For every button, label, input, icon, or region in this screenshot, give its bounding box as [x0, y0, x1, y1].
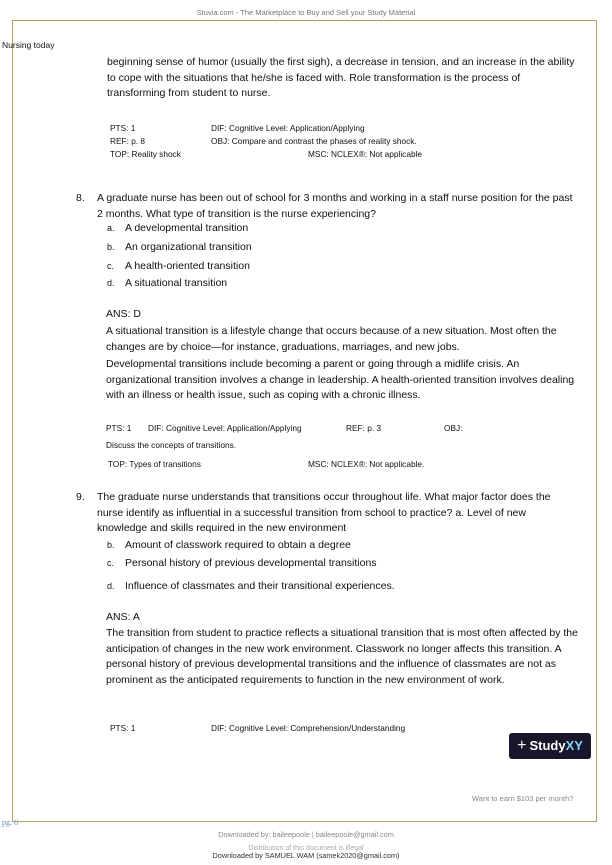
site-header[interactable]: Stuvia.com - The Marketplace to Buy and Sell your Study Material	[196, 8, 416, 17]
earn-promo[interactable]: Want to earn $103 per month?	[472, 794, 574, 803]
download-notice-1: Downloaded by: baileepoole | baileepoole@gmail.com	[218, 830, 394, 839]
q8-rationale-2: Developmental transitions include becoming a parent or going through a midlife crisis. An organizational transition involves a change in leadership. A health-oriented transition involves dealing with an illness or health issue, such as coping with a chronic illness.	[106, 358, 575, 401]
q8-number: 8.	[76, 192, 85, 204]
meta1-msc: MSC: NCLEX®: Not applicable	[308, 149, 423, 159]
option-text: Amount of classwork required to obtain a degree	[125, 539, 351, 551]
q8-top: TOP: Types of transitions	[108, 459, 201, 469]
meta1-dif: DIF: Cognitive Level: Application/Applying	[211, 123, 365, 133]
distribution-notice: Distribution of this document is illegal	[248, 845, 364, 852]
q8-stem: A graduate nurse has been out of school for 3 months and working in a staff nurse position for the past 2 months. What type of transition is the nurse experiencing?	[97, 192, 573, 220]
logo-study: Study	[529, 738, 566, 753]
option	[107, 259, 252, 274]
q8-answer: ANS: D	[106, 308, 142, 320]
option	[107, 556, 395, 571]
intro-paragraph: beginning sense of humor (usually the first sigh), a decrease in tension, and an increase in the ability to cope with the situations that he/she is faced with. Role transformation is the process of transforming from student to nurse.	[107, 56, 575, 99]
meta1-top: TOP: Reality shock	[110, 149, 181, 159]
page-number: pg. 6	[2, 818, 18, 827]
option	[107, 579, 395, 594]
q9-pts: PTS: 1	[110, 723, 136, 733]
option-letter: a.	[107, 223, 115, 233]
q8-ref: REF: p. 3	[346, 423, 382, 433]
q8-pts: PTS: 1	[106, 423, 132, 433]
option-text: A situational transition	[125, 277, 228, 289]
q9-number: 9.	[76, 491, 85, 503]
option-text: A developmental transition	[125, 222, 249, 234]
q8-obj: OBJ:	[444, 423, 463, 433]
q9-rationale: The transition from student to practice reflects a situational transition that is most often affected by the anticipation of changes in the new work environment. Classwork no longer affects this transition. A personal history of previous developmental transitions and the influence of classmates are not as prominent as the anticipated requirements to function in the new environment of work.	[106, 627, 578, 686]
running-head: Nursing today	[2, 40, 55, 50]
option-letter: b.	[107, 242, 115, 252]
option	[107, 276, 252, 291]
q8-options	[107, 221, 252, 291]
option-letter: c.	[107, 558, 115, 568]
studyxy-logo[interactable]	[509, 733, 591, 759]
option-letter: c.	[107, 261, 115, 271]
q9-options	[107, 538, 395, 594]
option	[107, 221, 252, 236]
option-letter: d.	[107, 581, 115, 591]
option	[107, 240, 252, 255]
option-text: Influence of classmates and their transitional experiences.	[125, 580, 395, 592]
logo-xy: XY	[565, 738, 583, 753]
download-notice-2: Downloaded by SAMUEL WAM (samek2020@gmail.com)	[212, 851, 400, 860]
q9-answer: ANS: A	[106, 611, 140, 623]
option-letter: d.	[107, 278, 115, 288]
option-text: Personal history of previous developmental transitions	[125, 557, 377, 569]
q9-dif: DIF: Cognitive Level: Comprehension/Understanding	[211, 723, 406, 733]
meta1-pts: PTS: 1	[110, 123, 136, 133]
q8-obj-text: Discuss the concepts of transitions.	[106, 440, 237, 450]
q8-rationale-1: A situational transition is a lifestyle change that occurs because of a new situation. Most often the changes are by choice—for instance, graduations, marriages, and new jobs.	[106, 325, 557, 353]
q8-msc: MSC: NCLEX®: Not applicable.	[308, 459, 425, 469]
plus-icon: +	[517, 737, 527, 754]
option-letter: b.	[107, 540, 115, 550]
meta1-ref: REF: p. 8	[110, 136, 146, 146]
q8-dif: DIF: Cognitive Level: Application/Applying	[148, 423, 302, 433]
option	[107, 538, 395, 553]
q9-stem: The graduate nurse understands that transitions occur throughout life. What major factor does the nurse identify as influential in a successful transition from school to practice? a. Level of new knowledge and skills required in the new environment	[97, 491, 551, 534]
option-text: An organizational transition	[125, 241, 252, 253]
option-text: A health-oriented transition	[125, 260, 250, 272]
meta1-obj: OBJ: Compare and contrast the phases of reality shock.	[211, 136, 417, 146]
